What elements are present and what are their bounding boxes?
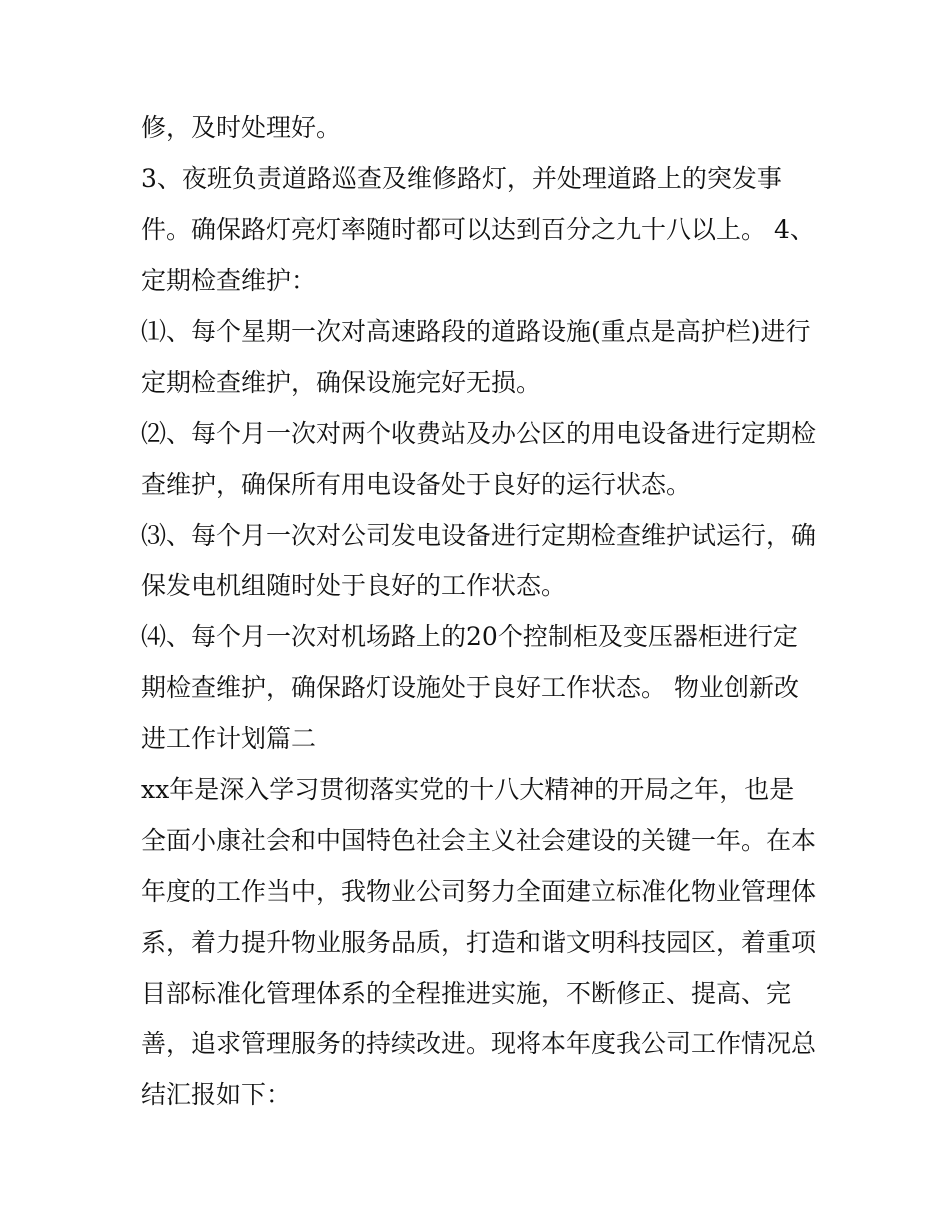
- text-line: 目部标准化管理体系的全程推进实施，不断修正、提高、完: [141, 979, 792, 1008]
- text-line: 件。确保路灯亮灯率随时都可以达到百分之九十八以上。 4、: [141, 215, 815, 244]
- text-line: ⑶、每个月一次对公司发电设备进行定期检查维护试运行，确: [141, 521, 817, 550]
- text-line: 3、夜班负责道路巡查及维修路灯，并处理道路上的突发事: [141, 164, 782, 193]
- text-line: xx年是深入学习贯彻落实党的十八大精神的开局之年，也是: [141, 775, 795, 804]
- text-line: 修，及时处理好。: [141, 113, 342, 142]
- text-line: 定期检查维护，确保设施完好无损。: [141, 368, 542, 397]
- text-line: 期检查维护，确保路灯设施处于良好工作状态。 物业创新改: [141, 673, 799, 702]
- text-line: 进工作计划篇二: [141, 724, 317, 753]
- text-line: 结汇报如下：: [141, 1080, 292, 1109]
- text-line: 全面小康社会和中国特色社会主义社会建设的关键一年。在本: [141, 826, 817, 855]
- text-line: 年度的工作当中，我物业公司努力全面建立标准化物业管理体: [141, 877, 817, 906]
- text-line: 查维护，确保所有用电设备处于良好的运行状态。: [141, 470, 692, 499]
- text-line: 保发电机组随时处于良好的工作状态。: [141, 571, 567, 600]
- text-line: 善，追求管理服务的持续改进。现将本年度我公司工作情况总: [141, 1029, 817, 1058]
- text-line: ⑷、每个月一次对机场路上的20个控制柜及变压器柜进行定: [141, 622, 798, 651]
- text-line: 系，着力提升物业服务品质，打造和谐文明科技园区，着重项: [141, 928, 817, 957]
- text-line: ⑴、每个星期一次对高速路段的道路设施(重点是高护栏)进行: [141, 317, 811, 346]
- text-line: ⑵、每个月一次对两个收费站及办公区的用电设备进行定期检: [141, 419, 817, 448]
- text-line: 定期检查维护：: [141, 266, 317, 295]
